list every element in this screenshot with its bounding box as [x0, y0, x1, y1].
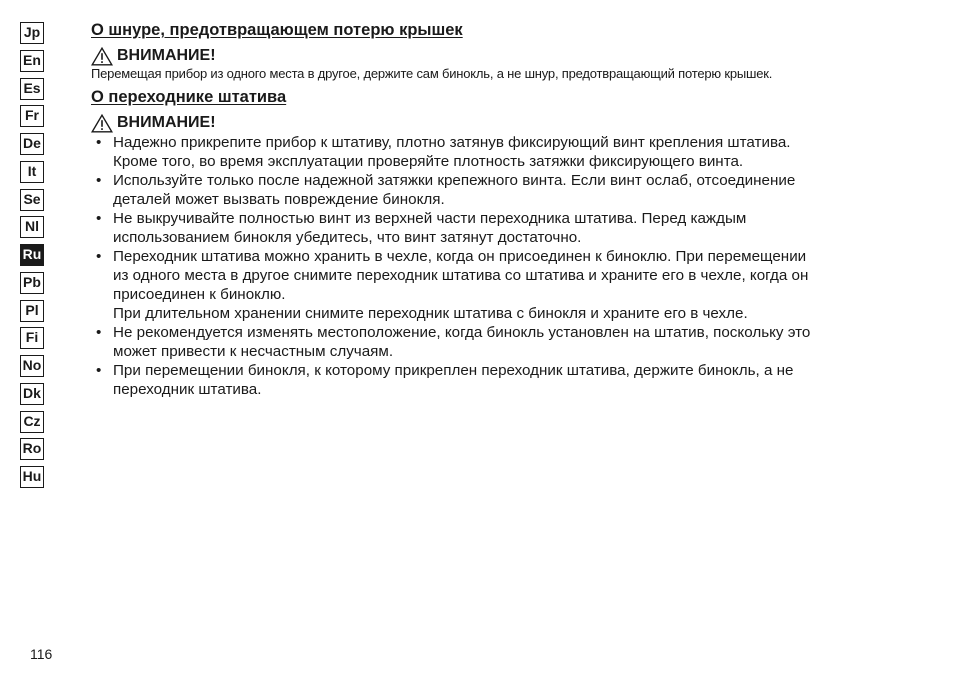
language-tab-fi[interactable]: Fi — [20, 327, 44, 349]
list-item-line: При перемещении бинокля, к которому прикреплен переходник штатива, держите бинокль, а не — [113, 362, 794, 379]
warning-triangle-icon — [91, 114, 113, 133]
list-item-line: присоединен к биноклю. — [113, 286, 286, 303]
list-item — [91, 209, 931, 247]
language-tab-dk[interactable]: Dk — [20, 383, 44, 405]
bullet-marker: • — [96, 324, 102, 341]
bullet-marker: • — [96, 134, 102, 151]
warning-triangle-icon — [91, 47, 113, 66]
language-tab-ro[interactable]: Ro — [20, 438, 44, 460]
list-item-line: Кроме того, во время эксплуатации проверяйте плотность затяжки фиксирующего винта. — [113, 153, 744, 170]
list-item — [91, 133, 931, 171]
caution-label: ВНИМАНИЕ! — [117, 114, 216, 131]
language-tabs — [20, 22, 44, 494]
page-number: 116 — [30, 646, 53, 662]
language-tab-no[interactable]: No — [20, 355, 44, 377]
list-item-line: деталей может вызвать повреждение бинокля. — [113, 191, 445, 208]
language-tab-en[interactable]: En — [20, 50, 44, 72]
list-item-line: из одного места в другое снимите переходник штатива со штатива и храните его в чехле, когда он — [113, 267, 809, 284]
language-tab-fr[interactable]: Fr — [20, 105, 44, 127]
language-tab-ru[interactable]: Ru — [20, 244, 44, 266]
list-item-line: Надежно прикрепите прибор к штативу, плотно затянув фиксирующий винт крепления штатива. — [113, 134, 791, 151]
list-item-line: Переходник штатива можно хранить в чехле, когда он присоединен к биноклю. При перемещении — [113, 248, 807, 265]
page-content — [91, 20, 931, 399]
list-item — [91, 361, 931, 399]
list-item-line: При длительном хранении снимите переходник штатива с бинокля и храните его в чехле. — [113, 305, 748, 322]
language-tab-pl[interactable]: Pl — [20, 300, 44, 322]
list-item-line: Не рекомендуется изменять местоположение, когда бинокль установлен на штатив, поскольку это — [113, 324, 811, 341]
language-tab-cz[interactable]: Cz — [20, 411, 44, 433]
language-tab-pb[interactable]: Pb — [20, 272, 44, 294]
bullet-marker: • — [96, 248, 102, 265]
language-tab-de[interactable]: De — [20, 133, 44, 155]
caution-label: ВНИМАНИЕ! — [117, 47, 216, 64]
cap-cord-section — [91, 20, 931, 82]
list-item — [91, 323, 931, 361]
bullet-marker: • — [96, 172, 102, 189]
caution-heading — [91, 46, 931, 66]
bullet-marker: • — [96, 210, 102, 227]
language-tab-nl[interactable]: Nl — [20, 216, 44, 238]
bullet-marker: • — [96, 362, 102, 379]
list-item-line: Используйте только после надежной затяжки крепежного винта. Если винт ослаб, отсоединение — [113, 172, 796, 189]
tripod-adapter-section — [91, 87, 931, 399]
caution-heading — [91, 113, 931, 133]
section-title-tripod-adapter: О переходнике штатива — [91, 88, 287, 106]
list-item-line: переходник штатива. — [113, 381, 262, 398]
language-tab-it[interactable]: It — [20, 161, 44, 183]
tripod-caution-list — [91, 133, 931, 399]
cap-cord-caution-text: Перемещая прибор из одного места в другое, держите сам бинокль, а не шнур, предотвращающий потерю крышек. — [91, 66, 773, 81]
language-tab-es[interactable]: Es — [20, 78, 44, 100]
list-item-line: использованием бинокля убедитесь, что винт затянут достаточно. — [113, 229, 582, 246]
language-tab-se[interactable]: Se — [20, 189, 44, 211]
list-item — [91, 247, 931, 323]
section-title-cap-cord: О шнуре, предотвращающем потерю крышек — [91, 21, 463, 39]
list-item-line: Не выкручивайте полностью винт из верхней части переходника штатива. Перед каждым — [113, 210, 747, 227]
language-tab-jp[interactable]: Jp — [20, 22, 44, 44]
language-tab-hu[interactable]: Hu — [20, 466, 44, 488]
list-item — [91, 171, 931, 209]
list-item-line: может привести к несчастным случаям. — [113, 343, 394, 360]
